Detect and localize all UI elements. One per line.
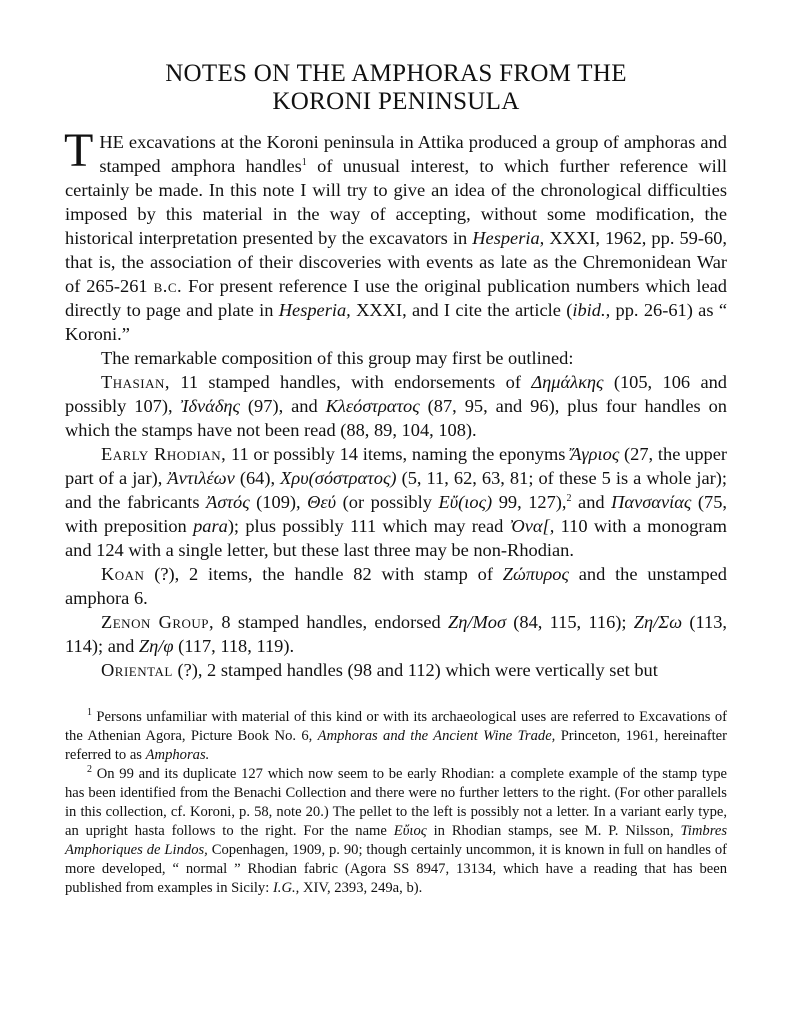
intro-text: XXXI, and I cite the article ( <box>350 300 573 320</box>
thasian-paragraph: Thasian, 11 stamped handles, with endorsements of Δημάλκης (105, 106 and possibly 107), Ἰδνάδης (97), and Κλεόστρατος (87, 95, and 96), plus four handles on which the stamps have not been read (88, 89, 104, 108). <box>65 372 727 440</box>
greek-name: Θεύ <box>307 492 337 512</box>
intro-text: HE excavations at the Koroni peninsula in Attika produced a group of amphoras and stamped amphora handles <box>99 132 727 176</box>
greek-name: Ἀστός <box>206 492 250 512</box>
group-heading: Thasian, <box>101 372 170 392</box>
preposition: para <box>193 516 228 536</box>
era-abbrev: b.c. <box>153 276 183 296</box>
greek-name: Πανσανίας <box>611 492 692 512</box>
intro-text: XXXI, 1962, pp. 59-60, that is, the association of their discoveries with events as late as the Chremonidean War of 265-261 <box>65 228 727 296</box>
outline-paragraph: The remarkable composition of this group may first be outlined: <box>101 348 574 368</box>
greek-name: Ζη/Σω <box>633 612 683 632</box>
greek-name: Ζώπυρος <box>502 564 569 584</box>
koan-paragraph: Koan (?), 2 items, the handle 82 with stamp of Ζώπυρος and the unstamped amphora 6. <box>65 564 727 608</box>
greek-name: Ζη/Μοσ <box>447 612 507 632</box>
journal-title: Hesperia, <box>472 228 545 248</box>
greek-name: Ἀντιλέων <box>167 468 235 488</box>
group-heading: Oriental <box>101 660 173 680</box>
greek-name: Ἰδνάδης <box>180 396 240 416</box>
ibid: ibid., <box>572 300 611 320</box>
group-heading: Koan <box>101 564 145 584</box>
footnote-ref-2: 2 <box>566 492 572 504</box>
footnote-number: 1 <box>87 707 92 719</box>
footnote-ref-1: 1 <box>301 156 307 168</box>
greek-name: Εὔ(ιος) <box>438 492 493 512</box>
intro-text: For present reference I use the original publication numbers which lead directly to page and plate in <box>65 276 727 320</box>
intro-text: pp. 26-61) as “ Koroni.” <box>65 300 727 344</box>
greek-name: Ζη/φ <box>138 636 174 656</box>
greek-name: Χρυ(σόστρατος) <box>280 468 397 488</box>
oriental-paragraph: Oriental (?), 2 stamped handles (98 and 112) which were vertically set but <box>101 660 658 680</box>
article <box>65 60 727 898</box>
drop-cap: T <box>64 124 94 177</box>
intro-text: of unusual interest, to which further reference will certainly be made. In this note I will try to give an idea of the chronological difficulties imposed by this material in the way of accepting, without some modification, the historical interpretation presented by the excavators in <box>65 156 727 248</box>
book-title: Amphoras and the Ancient Wine Trade, <box>317 728 556 744</box>
journal-title: Hesperia, <box>278 300 351 320</box>
greek-name: Κλεόστρατος <box>325 396 420 416</box>
title-line-1: NOTES ON THE AMPHORAS FROM THE <box>165 60 627 87</box>
article-title <box>65 60 727 116</box>
greek-name: Δημάλκης <box>531 372 604 392</box>
footnotes <box>65 708 727 898</box>
footnote-2: $^2$ On 99 and its duplicate 127 which now seem to be early Rhodian: a complete example of the stamp type has been identified from the Benachi Collection and there were no further letters to the right. (For other parallels in this collection, cf. Koroni, p. 58, note 20.) The pellet to the left is possibly not a letter. In a variant early type, an upright hasta follows to the right. For the name Εὔιος in Rhodian stamps, see M. P. Nilsson, Timbres Amphoriques de Lindos, Copenhagen, 1909, p. 90; though certainly uncommon, it is known in full on handles of more developed, “ normal ” Rhodian fabric (Agora SS 8947, 13134, which have a reading that has been published from examples in Sicily: I.G., XIV, 2393, 249a, b). <box>65 764 727 896</box>
footnote-number: 2 <box>87 764 92 776</box>
zenon-paragraph: Zenon Group, 8 stamped handles, endorsed Ζη/Μοσ (84, 115, 116); Ζη/Σω (113, 114); and Ζη/φ (117, 118, 119). <box>65 612 727 656</box>
title-line-2: KORONI PENINSULA <box>272 88 520 115</box>
greek-name: Εὔιος <box>393 823 427 839</box>
intro-paragraph <box>64 124 727 346</box>
footnote-1: $^1$ Persons unfamiliar with material of this kind or with its archaeological uses are referred to Excavations of the Athenian Agora, Picture Book No. 6, Amphoras and the Ancient Wine Trade, Princeton, 1961, hereinafter referred to as Amphoras. <box>65 707 727 763</box>
group-heading: Early Rhodian, <box>101 444 227 464</box>
book-title: Timbres Amphoriques de Lindos, <box>65 823 727 858</box>
book-title: Amphoras. <box>145 747 210 763</box>
rhodian-paragraph: Early Rhodian, 11 or possibly 14 items, naming the eponyms Ἄγριος (27, the upper part of a jar), Ἀντιλέων (64), Χρυ(σόστρατος) (5, 11, 62, 63, 81; of these 5 is a whole jar); and the fabricants Ἀστός (109), Θεύ (or possibly Εὔ(ιος) 99, 127),$^2$ and Πανσανίας (75, with preposition para); plus possibly 111 which may read Ὀνα[, 110 with a monogram and 124 with a single letter, but these last three may be non-Rhodian. <box>65 444 727 560</box>
greek-name: Ὀνα[, <box>509 516 555 536</box>
book-title: I.G., <box>272 880 300 896</box>
group-heading: Zenon Group, <box>101 612 215 632</box>
greek-name: Ἄγριος <box>570 444 620 464</box>
